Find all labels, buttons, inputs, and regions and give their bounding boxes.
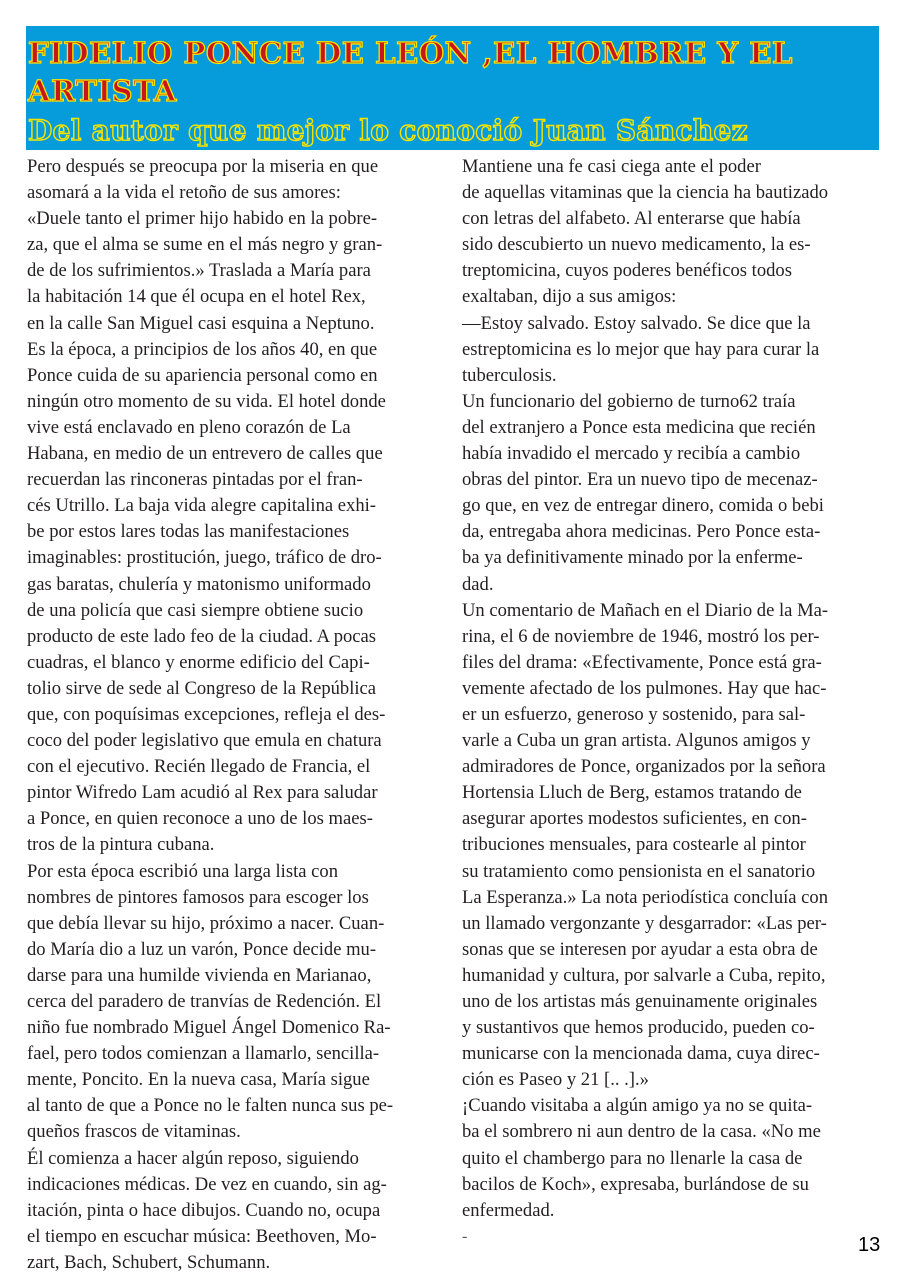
text-line: y sustantivos que hemos producido, pueden co- bbox=[462, 1017, 815, 1039]
text-line: be por estos lares todas las manifestaciones bbox=[27, 521, 350, 543]
text-line: sido descubierto un nuevo medicamento, la es- bbox=[462, 234, 811, 256]
text-line: da, entregaba ahora medicinas. Pero Ponce esta- bbox=[462, 521, 821, 543]
text-line: itación, pinta o hace dibujos. Cuando no, ocupa bbox=[27, 1199, 381, 1221]
text-line: asegurar aportes modestos suficientes, en con- bbox=[462, 808, 807, 830]
text-line: obras del pintor. Era un nuevo tipo de mecenaz- bbox=[462, 469, 818, 491]
article-title-line-2: ARTISTA bbox=[28, 74, 177, 108]
text-line: «Duele tanto el primer hijo habido en la pobre- bbox=[27, 208, 378, 230]
title-banner bbox=[26, 26, 879, 150]
text-line: del extranjero a Ponce esta medicina que recién bbox=[462, 416, 816, 438]
text-line: admiradores de Ponce, organizados por la señora bbox=[462, 756, 826, 778]
text-line: producto de este lado feo de la ciudad. A pocas bbox=[27, 625, 377, 647]
text-line: municarse con la mencionada dama, cuya direc- bbox=[462, 1043, 820, 1065]
text-line: Pero después se preocupa por la miseria en que bbox=[27, 156, 379, 177]
text-line: za, que el alma se sume en el más negro y gran- bbox=[27, 234, 383, 256]
text-line: su tratamiento como pensionista en el sanatorio bbox=[462, 860, 816, 882]
text-line: coco del poder legislativo que emula en chatura bbox=[27, 730, 382, 752]
text-line: Un funcionario del gobierno de turno62 traía bbox=[462, 390, 796, 412]
text-line: er un esfuerzo, generoso y sostenido, para sal- bbox=[462, 703, 806, 725]
text-line: uno de los artistas más genuinamente originales bbox=[462, 991, 818, 1012]
text-line: files del drama: «Efectivamente, Ponce está gra- bbox=[462, 651, 822, 673]
text-line: con letras del alfabeto. Al enterarse que había bbox=[462, 208, 801, 230]
text-line: con el ejecutivo. Recién llegado de Francia, el bbox=[27, 756, 371, 778]
text-line: La Esperanza.» La nota periodística concluía con bbox=[462, 886, 829, 908]
article-subtitle: Del autor que mejor lo conoció Juan Sánchez bbox=[28, 114, 748, 147]
text-line: Él comienza a hacer algún reposo, siguiendo bbox=[27, 1147, 359, 1169]
text-line: Habana, en medio de un entrevero de calles que bbox=[27, 443, 383, 465]
text-line: Mantiene una fe casi ciega ante el poder bbox=[462, 156, 761, 177]
text-line: ningún otro momento de su vida. El hotel donde bbox=[27, 390, 386, 412]
text-line: recuerdan las rinconeras pintadas por el fran- bbox=[27, 469, 363, 491]
text-line: de aquellas vitaminas que la ciencia ha bautizado bbox=[462, 182, 829, 204]
text-line: que, con poquísimas excepciones, refleja el des- bbox=[27, 703, 386, 725]
text-line: rina, el 6 de noviembre de 1946, mostró los per- bbox=[462, 625, 820, 647]
left-text-column bbox=[27, 154, 442, 1276]
text-line: go que, en vez de entregar dinero, comida o bebi bbox=[462, 495, 824, 517]
text-line: tribuciones mensuales, para costearle al pintor bbox=[462, 834, 806, 856]
text-line: al tanto de que a Ponce no le falten nunca sus pe- bbox=[27, 1095, 394, 1117]
text-line: do María dio a luz un varón, Ponce decide mu- bbox=[27, 938, 377, 960]
text-line: mente, Poncito. En la nueva casa, María sigue bbox=[27, 1069, 370, 1091]
text-line: ba el sombrero ni aun dentro de la casa. «No me bbox=[462, 1121, 821, 1143]
text-line: vive está enclavado en pleno corazón de La bbox=[27, 416, 351, 438]
text-line: ¡Cuando visitaba a algún amigo ya no se quita- bbox=[462, 1095, 813, 1117]
text-line: en la calle San Miguel casi esquina a Neptuno. bbox=[27, 312, 375, 334]
text-line: dad. bbox=[462, 573, 494, 595]
text-line: Hortensia Lluch de Berg, estamos tratando de bbox=[462, 782, 802, 804]
text-line: zart, Bach, Schubert, Schumann. bbox=[27, 1251, 271, 1273]
text-line: Ponce cuida de su apariencia personal como en bbox=[27, 364, 378, 386]
text-line: ba ya definitivamente minado por la enferme- bbox=[462, 547, 803, 569]
text-line: fael, pero todos comienzan a llamarlo, sencilla- bbox=[27, 1043, 380, 1065]
text-line: queños frascos de vitaminas. bbox=[27, 1121, 241, 1143]
text-line: enfermedad. bbox=[462, 1199, 555, 1221]
text-line: tros de la pintura cubana. bbox=[27, 834, 215, 856]
text-line: estreptomicina es lo mejor que hay para curar la bbox=[462, 338, 820, 360]
text-line: pintor Wifredo Lam acudió al Rex para saludar bbox=[27, 782, 378, 804]
text-line: de de los sufrimientos.» Traslada a María para bbox=[27, 260, 371, 282]
text-line: el tiempo en escuchar música: Beethoven, Mo- bbox=[27, 1225, 377, 1247]
page-number: 13 bbox=[858, 1234, 881, 1256]
text-line: quito el chambergo para no llenarle la casa de bbox=[462, 1147, 803, 1169]
text-line: cuadras, el blanco y enorme edificio del Capi- bbox=[27, 651, 370, 673]
text-line: había invadido el mercado y recibía a cambio bbox=[462, 443, 801, 465]
text-line: Un comentario de Mañach en el Diario de la Ma- bbox=[462, 599, 829, 621]
text-line: cés Utrillo. La baja vida alegre capitalina exhi- bbox=[27, 495, 376, 517]
text-line: imaginables: prostitución, juego, tráfico de dro- bbox=[27, 547, 382, 569]
text-line: Es la época, a principios de los años 40, en que bbox=[27, 338, 378, 360]
text-line: un llamado vergonzante y desgarrador: «Las per- bbox=[462, 912, 827, 934]
text-line: indicaciones médicas. De vez en cuando, sin ag- bbox=[27, 1173, 387, 1195]
footer-dash: - bbox=[462, 1228, 468, 1245]
text-line: la habitación 14 que él ocupa en el hotel Rex, bbox=[27, 286, 366, 308]
text-line: Por esta época escribió una larga lista con bbox=[27, 860, 338, 882]
right-text-column bbox=[462, 154, 882, 1224]
text-line: treptomicina, cuyos poderes benéficos todos bbox=[462, 260, 792, 282]
text-line: niño fue nombrado Miguel Ángel Domenico Ra- bbox=[27, 1017, 391, 1039]
text-line: tolio sirve de sede al Congreso de la República bbox=[27, 677, 377, 699]
text-line: asomará a la vida el retoño de sus amores: bbox=[27, 182, 341, 204]
text-line: —Estoy salvado. Estoy salvado. Se dice que la bbox=[462, 312, 811, 334]
text-line: vemente afectado de los pulmones. Hay que hac- bbox=[462, 677, 827, 699]
text-line: ción es Paseo y 21 [.. .].» bbox=[462, 1069, 649, 1091]
text-line: a Ponce, en quien reconoce a uno de los maes- bbox=[27, 808, 373, 830]
text-line: humanidad y cultura, por salvarle a Cuba, repito, bbox=[462, 964, 826, 986]
text-line: exaltaban, dijo a sus amigos: bbox=[462, 286, 677, 308]
text-line: sonas que se interesen por ayudar a esta obra de bbox=[462, 938, 818, 960]
text-line: darse para una humilde vivienda en Marianao, bbox=[27, 964, 372, 986]
text-line: nombres de pintores famosos para escoger los bbox=[27, 886, 369, 908]
text-line: tuberculosis. bbox=[462, 364, 557, 386]
article-title-line-1: FIDELIO PONCE DE LEÓN ,EL HOMBRE Y EL bbox=[28, 36, 794, 70]
text-line: varle a Cuba un gran artista. Algunos amigos y bbox=[462, 730, 811, 752]
text-line: de una policía que casi siempre obtiene sucio bbox=[27, 599, 364, 621]
text-line: cerca del paradero de tranvías de Redención. El bbox=[27, 991, 382, 1012]
text-line: bacilos de Koch», expresaba, burlándose de su bbox=[462, 1173, 809, 1195]
text-line: que debía llevar su hijo, próximo a nacer. Cuan- bbox=[27, 912, 385, 934]
text-line: gas baratas, chulería y matonismo uniformado bbox=[27, 573, 371, 595]
